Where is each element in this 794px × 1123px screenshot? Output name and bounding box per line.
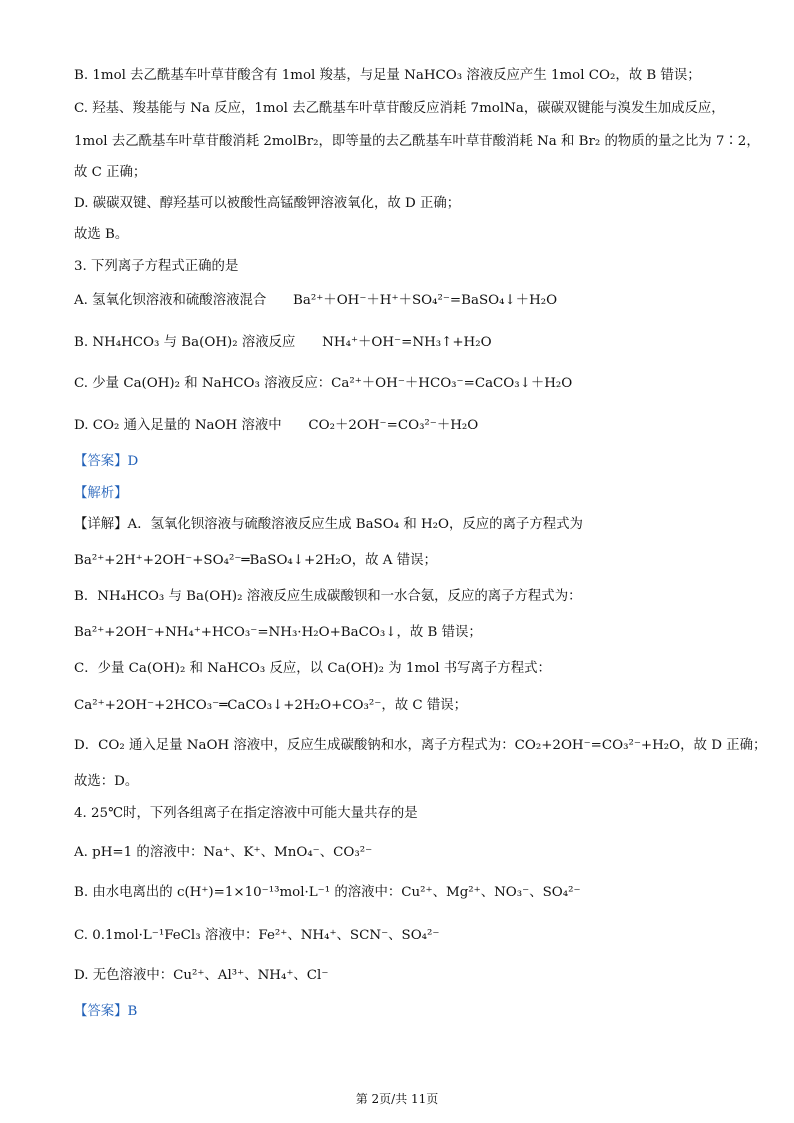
q2-conclusion: 故选 B。 bbox=[74, 227, 129, 242]
q4-answer: 【答案】B bbox=[74, 1004, 138, 1019]
q3-detail-c-1: C．少量 Ca(OH)₂ 和 NaHCO₃ 反应，以 Ca(OH)₂ 为 1mol 书写离子方程式： bbox=[74, 661, 551, 676]
q4-option-d: D. 无色溶液中：Cu²⁺、Al³⁺、NH₄⁺、Cl⁻ bbox=[74, 968, 329, 983]
q3-detail-c-2: Ca²⁺+2OH⁻+2HCO₃⁻═CaCO₃↓+2H₂O+CO₃²⁻，故 C 错误； bbox=[74, 698, 468, 713]
option-c-explanation-1: C. 羟基、羧基能与 Na 反应，1mol 去乙酰基车叶草苷酸反应消耗 7molNa，碳碳双键能与溴发生加成反应， bbox=[74, 101, 725, 116]
q3-analysis-label: 【解析】 bbox=[74, 486, 128, 501]
option-d-explanation: D. 碳碳双键、醇羟基可以被酸性高锰酸钾溶液氧化，故 D 正确； bbox=[74, 196, 461, 211]
q3-option-d: D. CO₂ 通入足量的 NaOH 溶液中 CO₂＋2OH⁻=CO₃²⁻＋H₂O bbox=[74, 418, 479, 433]
question-3-stem: 3. 下列离子方程式正确的是 bbox=[74, 259, 239, 274]
q4-option-c: C. 0.1mol·L⁻¹FeCl₃ 溶液中：Fe²⁺、NH₄⁺、SCN⁻、SO₄²⁻ bbox=[74, 928, 440, 943]
q3-detail-b-2: Ba²⁺+2OH⁻+NH₄⁺+HCO₃⁻=NH₃·H₂O+BaCO₃↓，故 B 错误； bbox=[74, 625, 482, 640]
option-b-explanation: B. 1mol 去乙酰基车叶草苷酸含有 1mol 羧基，与足量 NaHCO₃ 溶液反应产生 1mol CO₂，故 B 错误； bbox=[74, 68, 701, 83]
option-c-explanation-2: 1mol 去乙酰基车叶草苷酸消耗 2molBr₂，即等量的去乙酰基车叶草苷酸消耗 Na 和 Br₂ 的物质的量之比为 7∶2， bbox=[74, 134, 760, 149]
question-4-stem: 4. 25℃时，下列各组离子在指定溶液中可能大量共存的是 bbox=[74, 806, 418, 821]
option-c-explanation-3: 故 C 正确； bbox=[74, 165, 147, 180]
q4-option-b: B. 由水电离出的 c(H⁺)=1×10⁻¹³mol·L⁻¹ 的溶液中：Cu²⁺、Mg²⁺、NO₃⁻、SO₄²⁻ bbox=[74, 885, 581, 900]
q3-detail-d: D．CO₂ 通入足量 NaOH 溶液中，反应生成碳酸钠和水，离子方程式为：CO₂+2OH⁻=CO₃²⁻+H₂O，故 D 正确； bbox=[74, 738, 767, 753]
q3-answer: 【答案】D bbox=[74, 454, 139, 469]
q3-option-b: B. NH₄HCO₃ 与 Ba(OH)₂ 溶液反应 NH₄⁺＋OH⁻=NH₃↑+H₂O bbox=[74, 335, 492, 350]
q4-option-a: A. pH=1 的溶液中：Na⁺、K⁺、MnO₄⁻、CO₃²⁻ bbox=[74, 845, 373, 860]
q3-detail-b-1: B．NH₄HCO₃ 与 Ba(OH)₂ 溶液反应生成碳酸钡和一水合氨，反应的离子方程式为： bbox=[74, 589, 582, 604]
q3-option-c: C. 少量 Ca(OH)₂ 和 NaHCO₃ 溶液反应：Ca²⁺＋OH⁻＋HCO₃⁻=CaCO₃↓＋H₂O bbox=[74, 376, 573, 391]
q3-detail-a-1: 【详解】A．氢氧化钡溶液与硫酸溶液反应生成 BaSO₄ 和 H₂O，反应的离子方程式为 bbox=[74, 517, 583, 532]
q3-conclusion: 故选：D。 bbox=[74, 774, 139, 789]
page-footer: 第 2页/共 11页 bbox=[355, 1092, 439, 1106]
q3-option-a: A. 氢氧化钡溶液和硫酸溶液混合 Ba²⁺＋OH⁻＋H⁺＋SO₄²⁻=BaSO₄↓＋H₂O bbox=[74, 293, 558, 308]
q3-detail-a-2: Ba²⁺+2H⁺+2OH⁻+SO₄²⁻═BaSO₄↓+2H₂O，故 A 错误； bbox=[74, 553, 437, 568]
